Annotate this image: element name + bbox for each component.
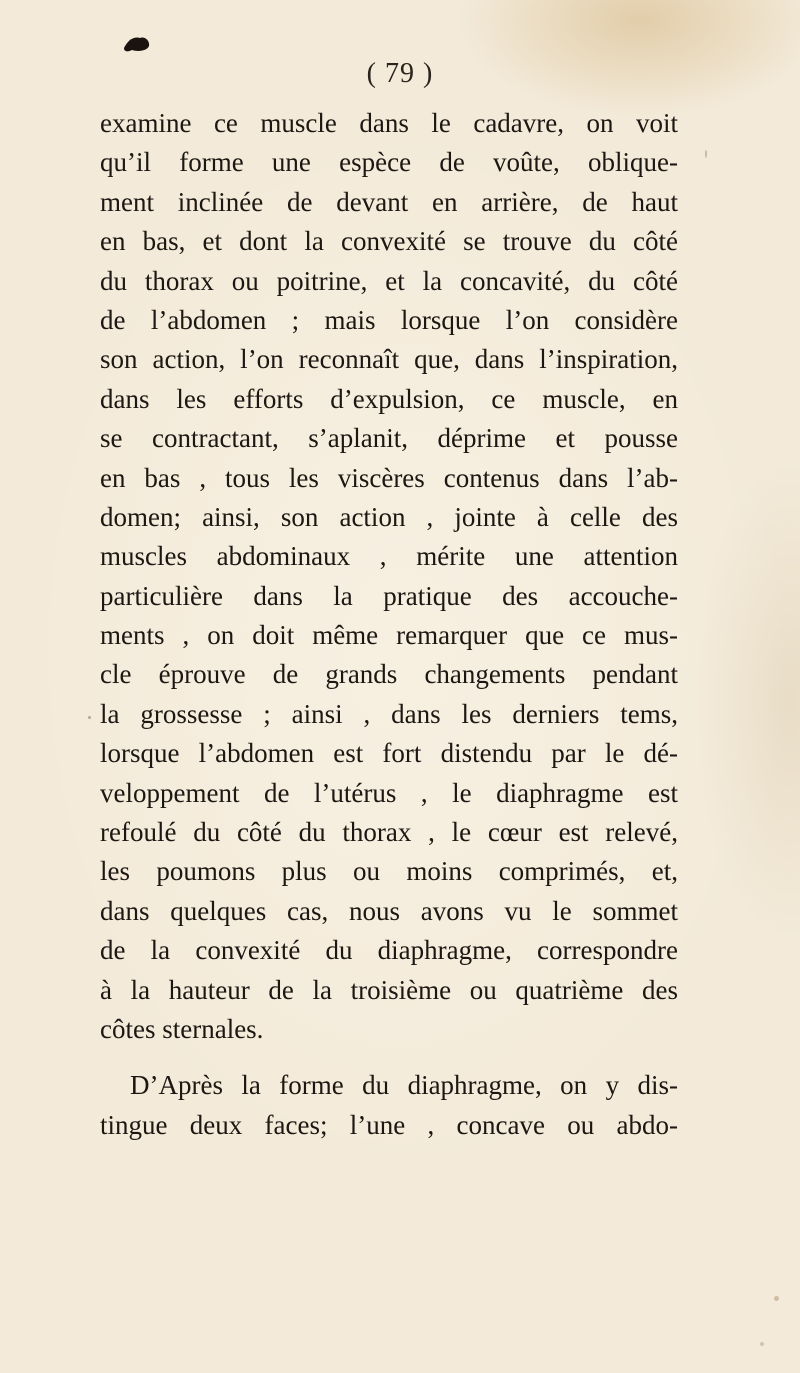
paragraph-1 bbox=[100, 104, 678, 1049]
text-line: les poumons plus ou moins comprimés, et, bbox=[100, 856, 678, 887]
text-line: domen; ainsi, son action , jointe à celle des bbox=[100, 501, 678, 532]
paper-speck bbox=[760, 1342, 764, 1346]
text-line: refoulé du côté du thorax , le cœur est relevé, bbox=[100, 817, 678, 848]
text-line: examine ce muscle dans le cadavre, on voit bbox=[100, 108, 678, 138]
text-line: de la convexité du diaphragme, correspondre bbox=[100, 935, 678, 966]
text-line: en bas, et dont la convexité se trouve du côté bbox=[100, 226, 678, 257]
paper-speck bbox=[774, 1296, 779, 1301]
text-line: qu’il forme une espèce de voûte, oblique- bbox=[100, 147, 678, 178]
paper-speck bbox=[705, 150, 707, 158]
text-line: veloppement de l’utérus , le diaphragme est bbox=[100, 777, 678, 808]
text-line: D’Après la forme du diaphragme, on y dis- bbox=[130, 1070, 678, 1101]
text-line: en bas , tous les viscères contenus dans l’ab- bbox=[100, 462, 678, 493]
text-line: la grossesse ; ainsi , dans les derniers tems, bbox=[100, 698, 678, 729]
text-line: se contractant, s’aplanit, déprime et pousse bbox=[100, 423, 678, 454]
text-line: dans les efforts d’expulsion, ce muscle, en bbox=[100, 383, 678, 414]
text-line: ments , on doit même remarquer que ce mus- bbox=[100, 620, 678, 651]
text-line: dans quelques cas, nous avons vu le sommet bbox=[100, 895, 678, 926]
text-line: lorsque l’abdomen est fort distendu par le dé- bbox=[100, 738, 678, 769]
paragraph-2 bbox=[100, 1066, 678, 1145]
ink-blot-mark bbox=[122, 34, 152, 54]
paper-speck bbox=[88, 716, 91, 719]
text-line: à la hauteur de la troisième ou quatrième des bbox=[100, 974, 678, 1005]
text-line: côtes sternales. bbox=[100, 1013, 264, 1044]
text-line: ment inclinée de devant en arrière, de haut bbox=[100, 186, 678, 217]
text-line: particulière dans la pratique des accouche- bbox=[100, 580, 678, 611]
text-line: muscles abdominaux , mérite une attention bbox=[100, 541, 678, 572]
text-line: son action, l’on reconnaît que, dans l’inspiration, bbox=[100, 344, 678, 375]
paragraph-gap bbox=[100, 1049, 678, 1066]
text-line: tingue deux faces; l’une , concave ou abdo- bbox=[100, 1109, 678, 1140]
text-line: du thorax ou poitrine, et la concavité, du côté bbox=[100, 265, 678, 296]
page-number: ( 79 ) bbox=[366, 58, 434, 89]
text-line: de l’abdomen ; mais lorsque l’on considère bbox=[100, 304, 678, 335]
text-line: cle éprouve de grands changements pendant bbox=[100, 659, 678, 690]
body-text bbox=[100, 104, 678, 1145]
